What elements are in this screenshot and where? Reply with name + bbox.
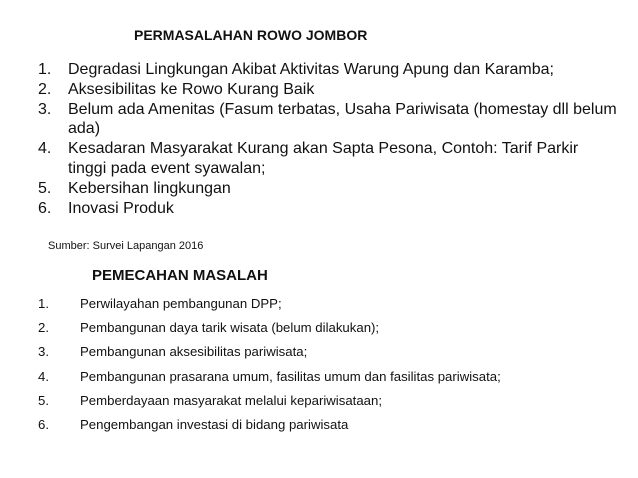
problem-number: 6.	[38, 199, 52, 217]
solution-number: 3.	[38, 344, 49, 360]
solution-number: 4.	[38, 368, 49, 384]
solution-item	[38, 389, 618, 413]
problem-item	[38, 100, 618, 140]
problem-number: 2.	[38, 80, 52, 98]
solution-item	[38, 316, 618, 340]
solutions-title: PEMECAHAN MASALAH	[92, 267, 268, 284]
problem-number: 1.	[38, 61, 52, 78]
problem-item	[38, 139, 618, 179]
problem-item	[38, 179, 618, 199]
problem-number: 3.	[38, 100, 52, 118]
problem-text: Inovasi Produk	[68, 199, 174, 217]
solution-text: Pembangunan daya tarik wisata (belum dilakukan);	[80, 320, 380, 336]
solution-text: Pembangunan aksesibilitas pariwisata;	[80, 344, 308, 360]
solution-item	[38, 413, 618, 437]
solution-item	[38, 292, 618, 316]
problem-text: Degradasi Lingkungan Akibat Aktivitas Warung Apung dan Karamba;	[68, 61, 554, 78]
problem-item	[38, 80, 618, 100]
source-note: Sumber: Survei Lapangan 2016	[48, 240, 204, 252]
problem-text: Belum ada Amenitas (Fasum terbatas, Usaha Pariwisata (homestay dll belum ada)	[68, 100, 617, 138]
solution-number: 2.	[38, 320, 49, 336]
problem-text: Aksesibilitas ke Rowo Kurang Baik	[68, 80, 315, 98]
solution-item	[38, 340, 618, 364]
solution-item	[38, 365, 618, 389]
problem-text: Kesadaran Masyarakat Kurang akan Sapta Pesona, Contoh: Tarif Parkir tinggi pada event syawalan;	[68, 140, 579, 177]
solution-text: Pengembangan investasi di bidang pariwisata	[80, 417, 349, 433]
solution-number: 1.	[38, 296, 49, 311]
solution-text: Pemberdayaan masyarakat melalui kepariwisataan;	[80, 392, 382, 408]
problems-list	[38, 60, 618, 218]
problem-item	[38, 199, 618, 219]
solution-number: 6.	[38, 417, 49, 433]
problems-title: PERMASALAHAN ROWO JOMBOR	[134, 27, 368, 43]
solution-text: Pembangunan prasarana umum, fasilitas umum dan fasilitas pariwisata;	[80, 368, 501, 384]
solution-text: Perwilayahan pembangunan DPP;	[80, 296, 282, 311]
problem-text: Kebersihan lingkungan	[68, 179, 231, 197]
problem-number: 5.	[38, 179, 52, 197]
solutions-list	[38, 292, 618, 437]
problem-item	[38, 60, 618, 80]
problem-number: 4.	[38, 140, 52, 158]
solution-number: 5.	[38, 392, 49, 408]
